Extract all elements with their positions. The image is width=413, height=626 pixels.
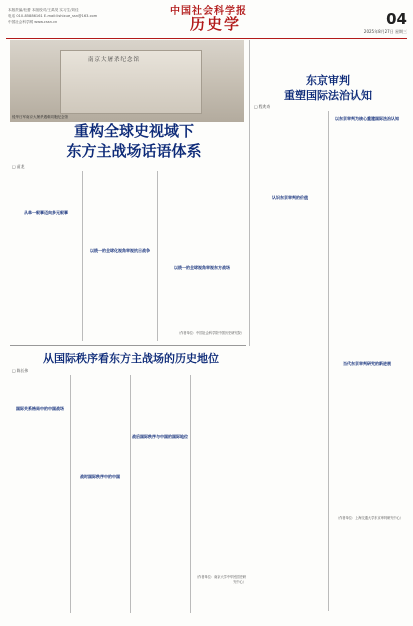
issue-date: 2025年8月27日 星期三 [363,29,407,34]
article1-col3 [160,171,244,343]
section-rule [10,345,246,346]
article3-subhead3: 战后国际秩序与中国的国际地位 [132,434,188,439]
masthead-rule [6,38,407,39]
meta-line-1: 本版责编/杜蕾 本版校对/王禹昊 实习生/刘佳 [8,8,79,12]
article3-col4 [192,375,246,615]
article2-footer: （作者单位：上海交通大学东京审判研究中心） [336,516,403,521]
article3-col1 [12,375,68,615]
article2-subhead2: 认识东京审判的价值 [272,195,308,200]
article3-subhead2: 战时国际秩序中的中国 [80,474,120,479]
article1-subhead1: 从单一叙事迈向多元叙事 [24,210,68,215]
article3-headline: 从国际秩序看东方主战场的历史地位 [43,352,219,365]
article2-top-col1 [254,40,324,70]
article1-headline [24,121,244,161]
memorial-photo [10,40,244,122]
article2-subhead3: 当代东京审判研究的新进展 [343,360,391,366]
article1-headline-line2: 东方主战场话语体系 [66,142,202,160]
article3-footer: （作者单位：南京大学中华民国史研究中心） [195,575,246,584]
col-divider [82,171,83,341]
col-divider [328,111,329,611]
article1-headline-line1: 重构全球史视域下 [73,122,194,140]
article1-col1 [12,171,80,343]
article3-col3 [132,375,188,615]
article2-headline [253,73,403,103]
column-divider [249,40,250,346]
article1-byline: □ 苗龙 [12,164,25,169]
article2-headline-line2: 重塑国际法治认知 [284,89,372,102]
article2-top-col2 [330,40,402,70]
article1-footer: （作者单位：中国社会科学院中国历史研究院） [177,330,244,335]
article1-subhead3: 以统一的全球视角审视东方战场 [174,265,230,270]
photo-caption: 侵华日军南京大屠杀遇难同胞纪念馆 [12,115,68,119]
memorial-sign: 南京大屠杀纪念馆 [88,57,141,63]
article1-subhead2: 以统一的全球化视角审视抗日战争 [90,248,150,253]
article3-subhead1: 国际关系格局中的中国战场 [16,406,64,411]
col-divider [157,171,158,341]
paper-name: 中国社会科学报 [170,6,247,17]
article3-byline: □ 陈长伟 [12,368,29,373]
article3-col2 [72,375,128,615]
article2-col2 [331,111,403,611]
section-title: 历史学 [190,15,242,33]
meta-line-2: 电话 010-85886161 E-mail:lishixue_ssn@163.com [8,14,98,18]
article2-subhead1: 以东京审判为核心重建国际法治认知 [335,116,399,121]
article2-headline-line1: 东京审判 [306,74,350,87]
col-divider [70,375,71,613]
article2-col1 [254,111,326,611]
article1-col2 [85,171,155,343]
page-number: 04 [386,10,407,28]
col-divider [190,375,191,613]
col-divider [130,375,131,613]
meta-line-3: 中国社会科学网 www.cssn.cn [8,20,58,24]
article2-byline: □ 程兆奇 [254,104,271,109]
